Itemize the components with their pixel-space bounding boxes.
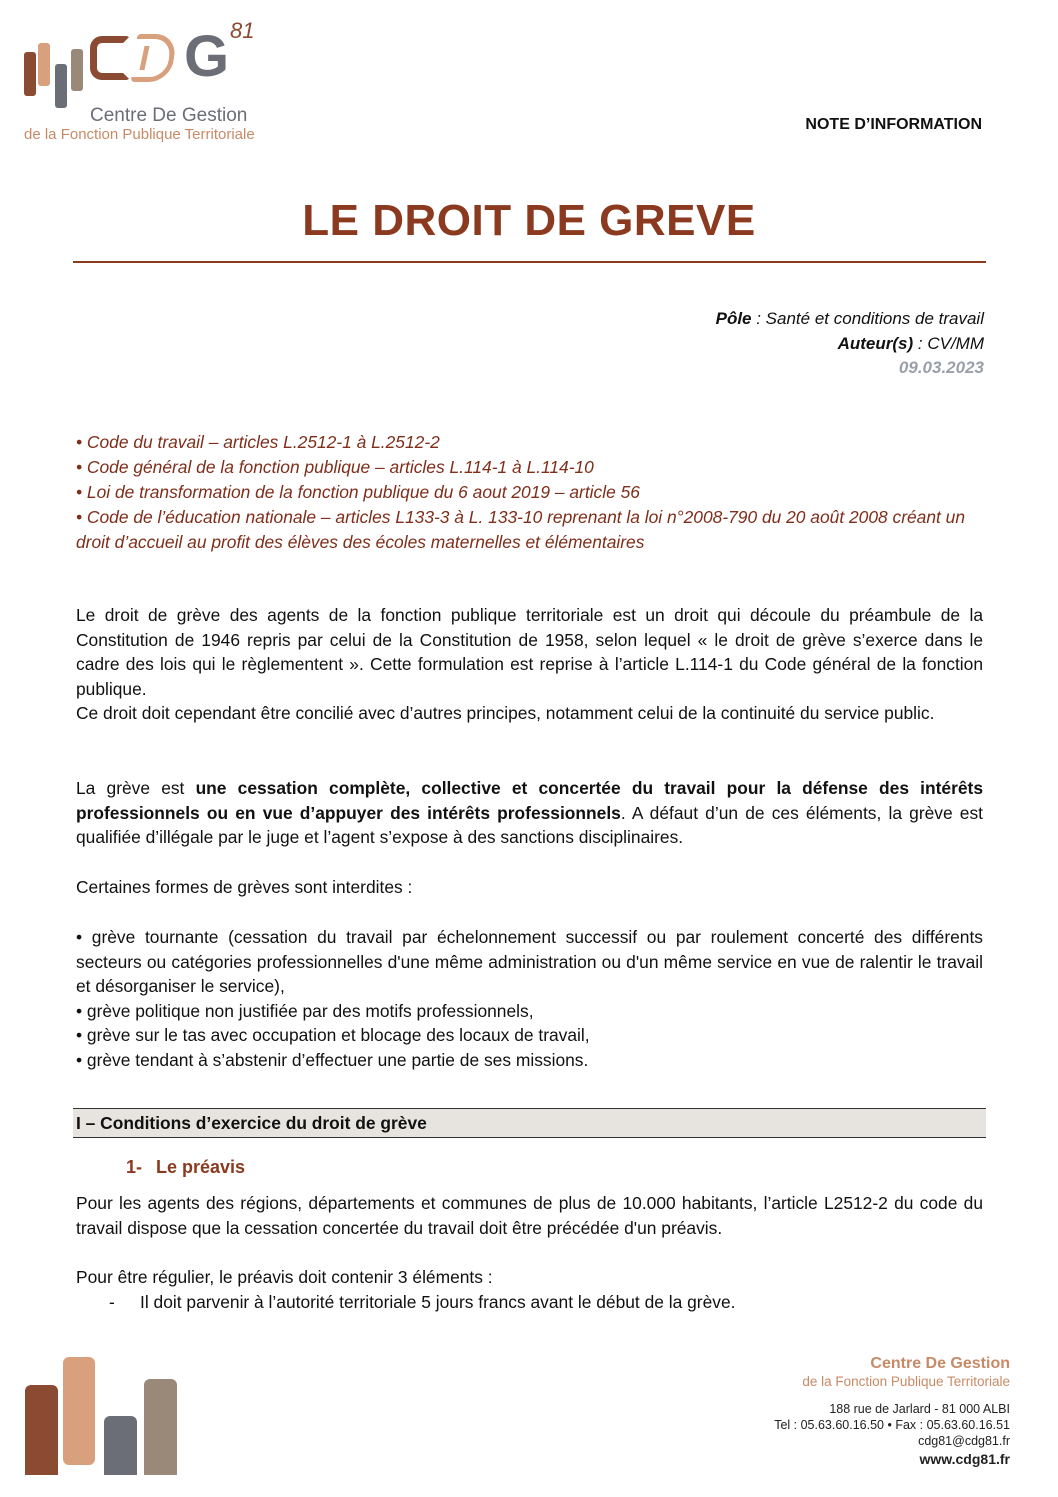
footer-website[interactable]: www.cdg81.fr	[919, 1451, 1010, 1467]
logo-bar-4	[71, 49, 83, 91]
reference-item: • Code du travail – articles L.2512-1 à L.2512-2	[76, 432, 440, 452]
dash-marker: -	[109, 1291, 115, 1312]
footer-bar-3	[104, 1416, 137, 1475]
subsection-title: Le préavis	[156, 1157, 246, 1177]
logo-bar-3	[55, 64, 67, 108]
logo-letter-g: G	[184, 24, 230, 89]
preavis-requirements	[76, 1265, 983, 1314]
logo-line-2: de la Fonction Publique Territoriale	[24, 126, 255, 143]
pole-value: : Santé et conditions de travail	[751, 309, 984, 328]
reference-item: • Code général de la fonction publique – articles L.114-1 à L.114-10	[76, 457, 594, 477]
logo-letter-d	[131, 34, 178, 82]
requirement-text: Il doit parvenir à l’autorité territoriale 5 jours francs avant le début de la grève.	[140, 1291, 736, 1312]
logo-letter-c	[90, 36, 130, 80]
footer-address: 188 rue de Jarlard - 81 000 ALBI	[829, 1402, 1010, 1416]
subsection-heading	[126, 1157, 245, 1178]
forbidden-intro	[76, 875, 983, 900]
footer-bar-4	[144, 1379, 177, 1475]
document-type-label: NOTE D’INFORMATION	[805, 116, 982, 133]
requirement-item	[76, 1290, 983, 1315]
forbidden-item: • grève politique non justifiée par des motifs professionnels,	[76, 1000, 534, 1021]
meta-date: 09.03.2023	[898, 358, 984, 377]
logo-line-1: Centre De Gestion	[90, 105, 248, 126]
definition-pre: La grève est	[76, 778, 196, 798]
footer-bar-2	[63, 1357, 95, 1465]
forbidden-item: • grève sur le tas avec occupation et blocage des locaux de travail,	[76, 1025, 590, 1046]
preavis-text: Pour les agents des régions, départements et communes de plus de 10.000 habitants, l’article L2512-2 du code du travail dispose que la cessation concertée du travail doit être précédée d'un préavis.	[76, 1193, 983, 1238]
author-value: : CV/MM	[913, 333, 984, 353]
footer-contact	[774, 1355, 1010, 1467]
logo-bar-1	[24, 52, 36, 96]
logo-bar-2	[38, 43, 50, 86]
footer-org-line-2: de la Fonction Publique Territoriale	[802, 1374, 1010, 1389]
definition-text	[76, 776, 983, 850]
footer-phone-fax: Tel : 05.63.60.16.50 • Fax : 05.63.60.16.51	[774, 1418, 1010, 1432]
preavis-paragraph	[76, 1191, 983, 1240]
meta-pole	[716, 307, 984, 332]
pole-label: Pôle	[715, 309, 752, 328]
section-heading-bar	[73, 1108, 986, 1138]
forbidden-intro-text: Certaines formes de grèves sont interdites :	[76, 877, 413, 897]
title-divider	[73, 261, 986, 263]
cdg81-logo	[22, 18, 272, 147]
intro-section	[76, 603, 983, 726]
page-title: LE DROIT DE GREVE	[302, 196, 756, 245]
footer-org-line-1: Centre De Gestion	[870, 1355, 1010, 1372]
logo-superscript: 81	[230, 18, 255, 43]
meta-author	[716, 332, 984, 357]
definition-paragraph	[76, 776, 983, 850]
reference-item: • Loi de transformation de la fonction publique du 6 aout 2019 – article 56	[76, 482, 640, 502]
footer-logo-bars	[22, 1355, 182, 1475]
footer-bar-1	[25, 1385, 58, 1475]
forbidden-item: • grève tendant à s’abstenir d’effectuer une partie de ses missions.	[76, 1049, 589, 1070]
section-heading: I – Conditions d’exercice du droit de grève	[76, 1113, 427, 1133]
author-label: Auteur(s)	[837, 333, 914, 353]
forbidden-item: • grève tournante (cessation du travail par échelonnement successif ou par roulement concerté des différents secteurs ou catégories professionnelles d'une même administration ou d'un même service en vue de ralentir le travail et désorganiser le service),	[76, 927, 983, 997]
definition-post: . A défaut d’un de ces éléments, la grève est qualifiée d’illégale par le juge et l’agent s’expose à des sanctions disciplinaires.	[76, 802, 983, 848]
intro-paragraph-1: Le droit de grève des agents de la fonction publique territoriale est un droit qui découle du préambule de la Constitution de 1946 repris par celui de la Constitution de 1958, selon lequel « le droit de grève s’exerce dans le cadre des lois qui le règlementent ». Cette formulation est reprise à l’article L.114-1 du Code général de la fonction publique.	[76, 605, 983, 699]
intro-paragraph-2: Ce droit doit cependant être concilié avec d’autres principes, notamment celui de la continuité du service public.	[76, 703, 935, 724]
subsection-number: 1-	[126, 1157, 143, 1177]
footer-email[interactable]: cdg81@cdg81.fr	[918, 1434, 1010, 1448]
legal-references	[76, 430, 991, 555]
reference-item: • Code de l’éducation nationale – articles L133-3 à L. 133-10 reprenant la loi n°2008-790 du 20 août 2008 créant un droit d’accueil au profit des élèves des écoles maternelles et élémentaires	[76, 507, 966, 552]
document-meta	[716, 307, 984, 381]
requirements-intro: Pour être régulier, le préavis doit contenir 3 éléments :	[76, 1267, 493, 1287]
definition-bold: une cessation complète, collective et concertée du travail pour la défense des intérêts professionnels ou en vue d’appuyer des intérêts professionnels	[76, 778, 983, 823]
forbidden-list	[76, 925, 983, 1073]
